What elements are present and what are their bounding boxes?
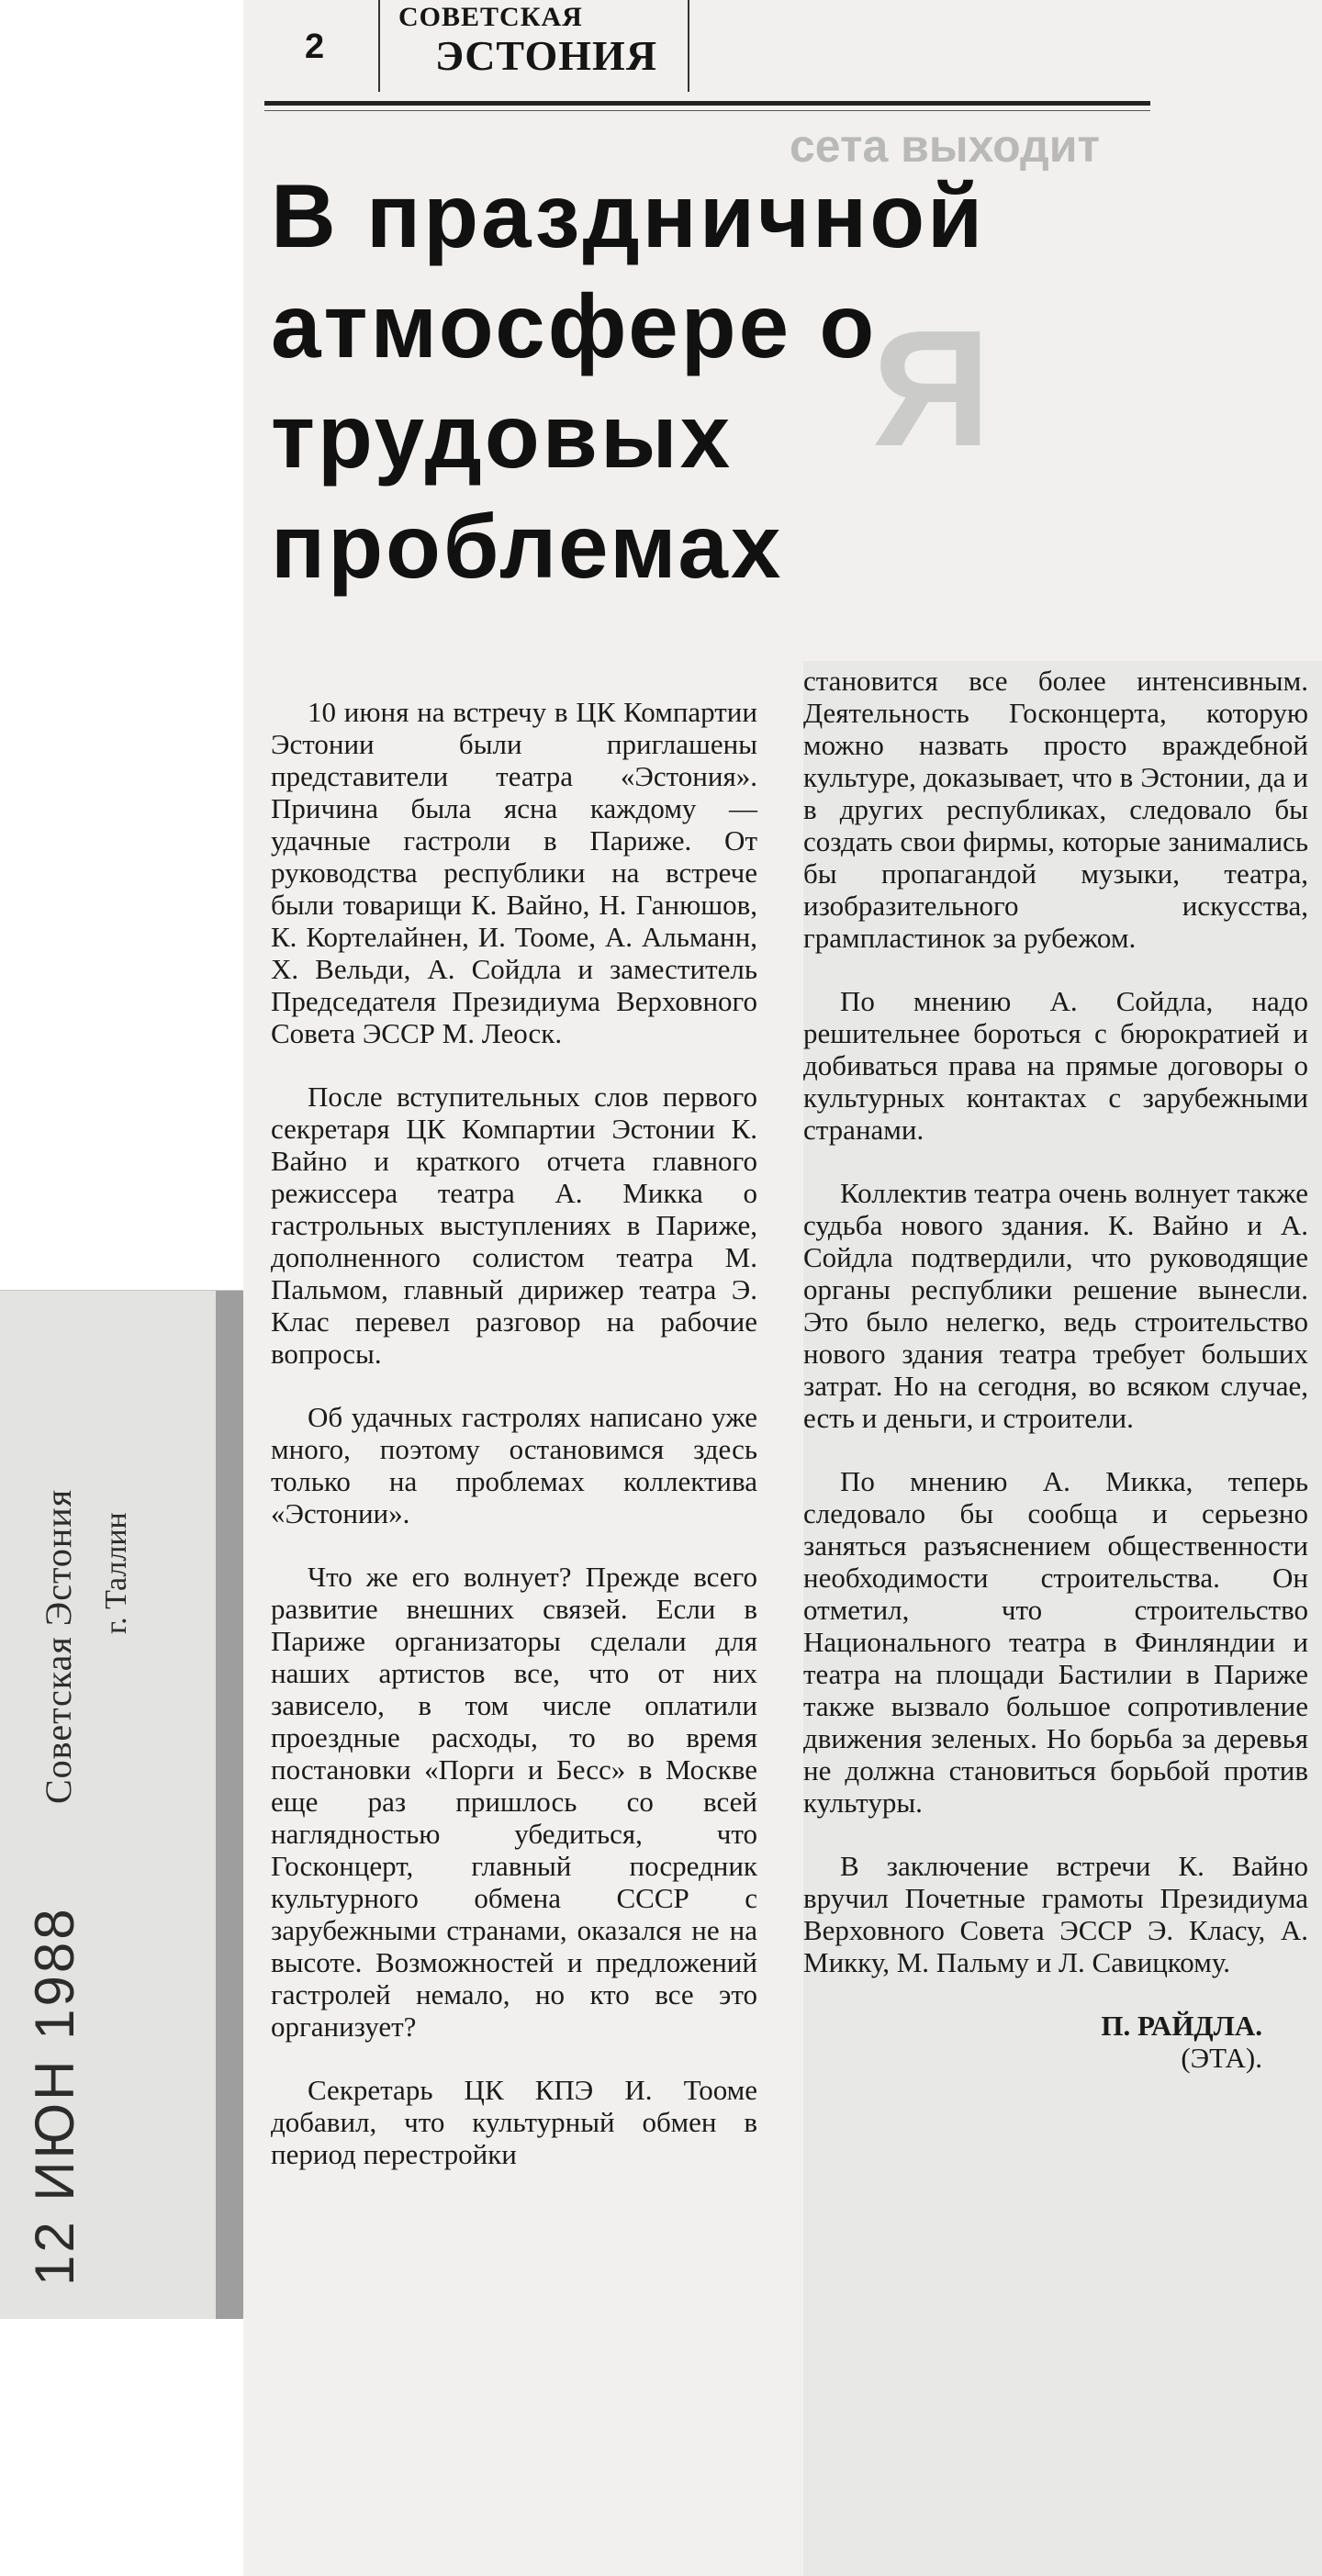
masthead-title-line1: СОВЕТСКАЯ (398, 2, 583, 32)
paragraph: По мнению А. Микка, теперь следовало бы сообща и серьезно заняться разъяснением общественности необходимости строительства. Он отметил, что строительство Национального театра в Финляндии и театра на площади Бастилии в Париже также вызвало большое сопротивление движения зеленых. Но борьба за деревья не должна становиться борьбой против культуры. (803, 1465, 1308, 1819)
masthead-rule (264, 101, 1150, 106)
paragraph: Коллектив театра очень волнует также судьба нового здания. К. Вайно и А. Сойдла подтвердили, что руководящие органы республики решение вынесли. Это было нелегко, ведь строительство нового здания театра требует больших затрат. Но на сегодня, во всяком случае, есть и деньги, и строители. (803, 1177, 1308, 1434)
paragraph: Секретарь ЦК КПЭ И. Тооме добавил, что культурный обмен в период перестройки (271, 2074, 757, 2170)
masthead-rule-thin (264, 110, 1150, 111)
paragraph: Об удачных гастролях написано уже много, поэтому остановимся здесь только на проблемах коллектива «Эстонии». (271, 1401, 757, 1529)
stamp-city: г. Таллин (99, 1512, 133, 1634)
news-agency: (ЭТА). (1181, 2042, 1262, 2074)
article-headline: В праздничной атмосфере о трудовых проблемах (271, 165, 986, 597)
paragraph: В заключение встречи К. Вайно вручил Почетные грамоты Президиума Верховного Совета ЭССР Э. Класу, А. Микку, М. Пальму и Л. Савицкому. (803, 1850, 1308, 1978)
paragraph: После вступительных слов первого секретаря ЦК Компартии Эстонии К. Вайно и краткого отчета главного режиссера театра А. Микка о гастрольных выступлениях в Париже, дополненного солистом театра М. Пальмом, главный дирижер театра Э. Клас перевел разговор на рабочие вопросы. (271, 1081, 757, 1370)
stamp-paper-name: Советская Эстония (38, 1488, 79, 1804)
card-edge (216, 1291, 243, 2319)
masthead-title-line2: ЭСТОНИЯ (435, 32, 658, 79)
paragraph: Что же его волнует? Прежде всего развитие внешних связей. Если в Париже организаторы сделали для наших артистов все, что от них зависело, в том числе оплатили проездные расходы, то во время постановки «Порги и Бесс» в Москве еще раз пришлось со всей наглядностью убедиться, что Госконцерт, главный посредник культурного обмена СССР с зарубежными странами, оказался не на высоте. Возможностей и предложений гастролей немало, но кто все это организует? (271, 1561, 757, 2043)
article-column-left (271, 696, 757, 2201)
article-column-right (803, 665, 1308, 2074)
bleed-through-text: сета выходит (790, 120, 1100, 172)
page-number: 2 (305, 28, 325, 66)
bleed-through-letter: Я (872, 297, 992, 481)
paragraph: становится все более интенсивным. Деятельность Госконцерта, которую можно назвать просто враждебной культуре, доказывает, что в Эстонии, да и в других республиках, следовало бы создать свои фирмы, которые занимались бы пропагандой музыки, театра, изобразительного искусства, грампластинок за рубежом. (803, 665, 1308, 954)
author-signature: П. РАЙДЛА. (1101, 2010, 1262, 2042)
masthead (294, 0, 698, 101)
paragraph: 10 июня на встречу в ЦК Компартии Эстонии были приглашены представители театра «Эстония». Причина была ясна каждому — удачные гастроли в Париже. От руководства республики на встрече были товарищи К. Вайно, Н. Ганюшов, К. Кортелайнен, И. Тооме, А. Альманн, Х. Вельди, А. Сойдла и заместитель Председателя Президиума Верховного Совета ЭССР М. Леоск. (271, 696, 757, 1049)
paragraph: По мнению А. Сойдла, надо решительнее бороться с бюрократией и добиваться права на прямые договоры о культурных контактах с зарубежными странами. (803, 985, 1308, 1146)
stamp-date: 12 ИЮН 1988 (24, 1906, 85, 2286)
masthead-title-box (378, 0, 689, 92)
